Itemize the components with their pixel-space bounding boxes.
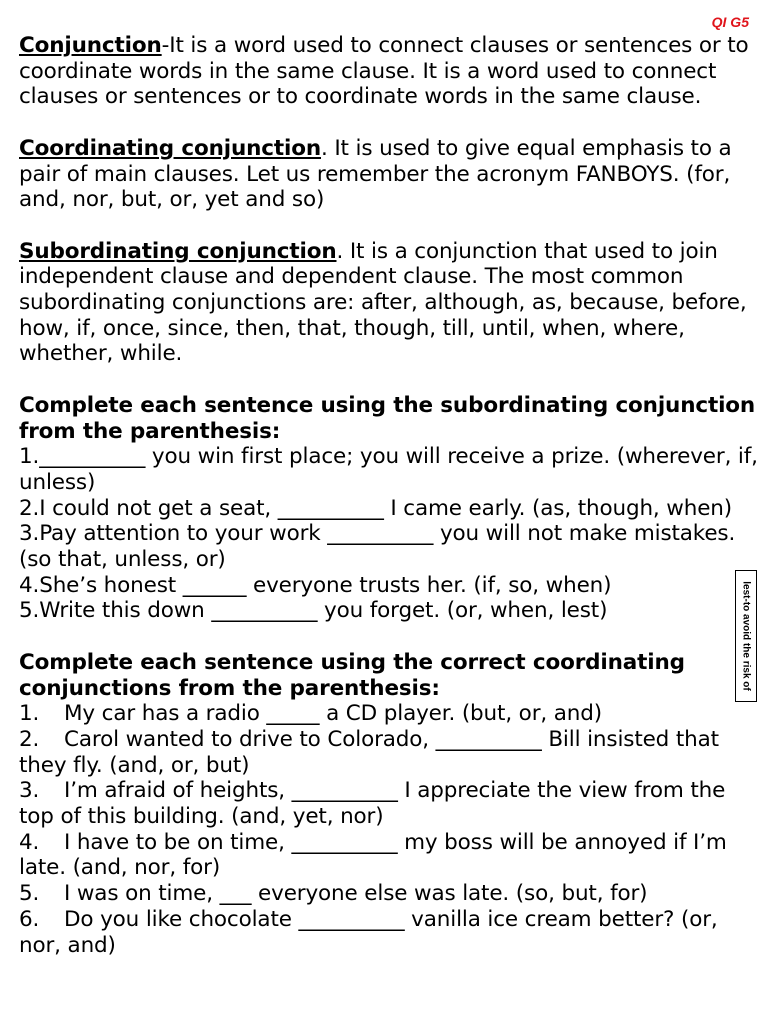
exercise-item: 4.She’s honest ______ everyone trusts her. (if, so, when) (19, 572, 612, 598)
item-number: 6. (19, 906, 40, 932)
exercise-item (19, 727, 761, 778)
item-number: 1. (19, 701, 40, 727)
item-number: 3. (19, 778, 40, 804)
item-text: Do you like chocolate __________ vanilla ice cream better? (or, nor, and) (19, 906, 718, 958)
item-number: 5. (19, 881, 40, 907)
definition-text: -It is a word used to connect clauses or sentences or to coordinate words in the same clause. It is a word used to connect clauses or sentences or to coordinate words in the same clause. (19, 33, 749, 110)
definition-term: Conjunction (19, 33, 162, 58)
exercise-item: 5.Write this down __________ you forget. (or, when, lest) (19, 598, 608, 624)
item-text: I have to be on time, __________ my boss will be annoyed if I’m late. (and, nor, for) (19, 829, 727, 881)
exercise-heading: Complete each sentence using the correct coordinating conjunctions from the parenthesis: (19, 649, 685, 701)
item-text: Carol wanted to drive to Colorado, __________ Bill insisted that they fly. (and, or, but) (19, 726, 719, 778)
exercise-item (19, 701, 761, 727)
definition-term: Coordinating conjunction (19, 135, 321, 161)
definition-subordinating (19, 239, 761, 368)
exercise-item (19, 778, 761, 829)
answer-note-box (735, 570, 757, 702)
exercise-item (19, 907, 761, 958)
definition-term: Subordinating conjunction (19, 238, 337, 264)
definition-text: . It is a conjunction that used to join independent clause and dependent clause. The most common subordinating conjunctions are: after, although, as, because, before, how, if, once, since, then, that, though, till, until, when, where, whether, while. (19, 238, 747, 367)
item-text: I’m afraid of heights, __________ I appreciate the view from the top of this building. (and, yet, nor) (19, 778, 726, 830)
answer-note: lest-to avoid the risk of (740, 581, 752, 691)
exercise-item: 2.I could not get a seat, __________ I came early. (as, though, when) (19, 495, 733, 521)
definition-text: . It is used to give equal emphasis to a pair of main clauses. Let us remember the acronym FANBOYS. (for, and, nor, but, or, yet and so) (19, 135, 732, 213)
exercise-heading: Complete each sentence using the subordinating conjunction from the parenthesis: (19, 392, 756, 444)
exercise-coordinating (19, 650, 761, 958)
definition-coordinating (19, 136, 761, 213)
header-tag: QI G5 (711, 14, 749, 30)
worksheet (19, 33, 761, 984)
exercise-item: 3.Pay attention to your work __________ you will not make mistakes. (so that, unless, or) (19, 521, 736, 573)
exercise-subordinating (19, 393, 761, 624)
item-number: 4. (19, 829, 40, 855)
definition-conjunction (19, 33, 761, 110)
exercise-item: 1.__________ you win first place; you will receive a prize. (wherever, if, unless) (19, 444, 758, 495)
exercise-item (19, 881, 761, 907)
exercise-item (19, 830, 761, 881)
item-text: My car has a radio _____ a CD player. (but, or, and) (64, 701, 602, 727)
item-number: 2. (19, 726, 40, 752)
item-text: I was on time, ___ everyone else was late. (so, but, for) (64, 881, 648, 907)
